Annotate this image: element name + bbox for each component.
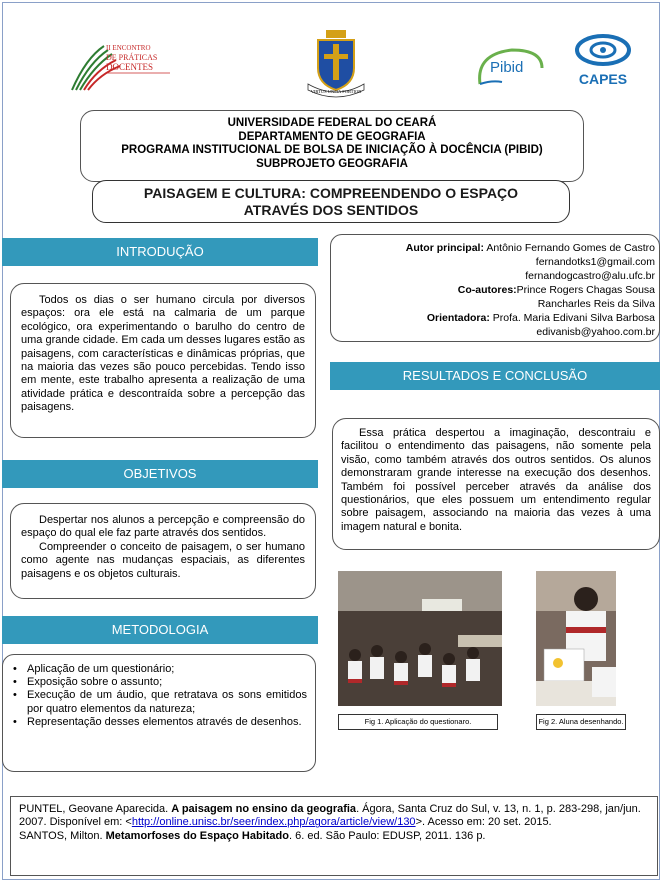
co-authors-label: Co-autores: xyxy=(457,284,517,296)
encontro-praticas-docentes-logo xyxy=(66,38,176,94)
figure-2-caption: Fig 2. Aluna desenhando. xyxy=(536,714,626,730)
capes-wordmark: CAPES xyxy=(578,71,628,87)
advisor-name: Profa. Maria Edivani Silva Barbosa xyxy=(492,312,655,324)
reference-1 xyxy=(19,803,649,830)
metodologia-heading: METODOLOGIA xyxy=(2,616,318,644)
reference-1-details: . Ágora, Santa Cruz do Sul, v. 13, n. 1, p. 283-298, jan/jun. 2007. Disponível em: < xyxy=(19,803,641,829)
main-author-line xyxy=(339,241,655,255)
pibid-wordmark: Pibid xyxy=(490,59,524,76)
co-author-1: Prince Rogers Chagas Sousa xyxy=(516,284,655,296)
introducao-heading: INTRODUÇÃO xyxy=(2,238,318,266)
co-author-2: Rancharles Reis da Silva xyxy=(537,298,655,310)
authors-box xyxy=(330,234,660,342)
university-name: UNIVERSIDADE FEDERAL DO CEARÁ xyxy=(227,117,437,129)
reference-2-title: Metamorfoses do Espaço Habitado xyxy=(105,829,289,842)
ufc-coat-of-arms-logo xyxy=(304,28,368,98)
main-author-name: Antônio Fernando Gomes de Castro xyxy=(486,242,655,254)
metodologia-item: • Exposição sobre o assunto; xyxy=(11,676,307,689)
reference-1-authors: PUNTEL, Geovane Aparecida. xyxy=(19,803,172,815)
metodologia-item: • Representação desses elementos através de desenhos. xyxy=(11,716,307,729)
main-author-email-2: fernandogcastro@alu.ufc.br xyxy=(525,270,655,282)
advisor-line xyxy=(339,311,655,325)
co-authors-line xyxy=(339,283,655,297)
reference-1-access: >. Acesso em: 20 set. 2015. xyxy=(415,816,552,829)
introducao-text: Todos os dias o ser humano circula por diversos espaços: ora ele está na calmaria de um parque ecológico, ora experimentando o barulho do centro de uma grande cidade. Em cada um desses lugares estão as paisagens, com características e dinâmicas próprias, que na maioria das vezes são pouco percebidas. Tendo isso em mente, este trabalho apresenta a realização de uma atividade prática e descontraída sobre a percepção das paisagens. xyxy=(21,294,305,414)
reference-2-details: . 6. ed. São Paulo: EDUSP, 2011. 136 p. xyxy=(288,829,486,842)
main-author-email-1: fernandotks1@gmail.com xyxy=(535,256,655,268)
encontro-line2: DE PRÁTICAS xyxy=(106,53,158,62)
introducao-box xyxy=(10,283,316,438)
resultados-text: Essa prática despertou a imaginação, descontraiu e facilitou o entendimento das paisagens, não somente pela visão, como também através dos outros sentidos. Os alunos demonstraram grande interesse na execução dos desenhos. Também foi possível perceber através da análise dos questionários, que eles possuem um entendimento regular sobre paisagem, associando na maioria das vezes à uma imagem natural e bonita. xyxy=(341,427,651,533)
main-author-label: Autor principal: xyxy=(405,242,484,254)
resultados-box xyxy=(332,418,660,550)
reference-1-link[interactable]: http://online.unisc.br/seer/index.php/agora/article/view/130 xyxy=(131,816,416,829)
objetivos-paragraph-1: Despertar nos alunos a percepção e compreensão do espaço do qual ele faz parte através dos sentidos. xyxy=(21,514,305,540)
encontro-line1: II ENCONTRO xyxy=(106,44,151,52)
ufc-motto: VIRTUS UNITA FORTIOR xyxy=(310,89,362,94)
objetivos-heading: OBJETIVOS xyxy=(2,460,318,488)
institution-box xyxy=(80,110,584,182)
pibid-logo xyxy=(472,44,548,88)
metodologia-list xyxy=(11,663,307,729)
reference-2-authors: SANTOS, Milton. xyxy=(19,829,106,842)
encontro-line3: DOCENTES xyxy=(106,62,153,72)
reference-2 xyxy=(19,830,649,843)
references-box xyxy=(10,796,658,876)
advisor-email: edivanisb@yahoo.com.br xyxy=(536,326,655,338)
capes-logo xyxy=(572,32,634,88)
subproject-name: SUBPROJETO GEOGRAFIA xyxy=(256,157,408,170)
reference-1-title: A paisagem no ensino da geografia xyxy=(171,803,357,815)
poster-title-line2: ATRAVÉS DOS SENTIDOS xyxy=(243,202,419,218)
metodologia-box xyxy=(2,654,316,772)
department-name: DEPARTAMENTO DE GEOGRAFIA xyxy=(238,130,426,143)
classroom-photo xyxy=(338,571,502,706)
objetivos-box xyxy=(10,503,316,599)
advisor-label: Orientadora: xyxy=(426,312,490,324)
objetivos-paragraph-2: Compreender o conceito de paisagem, o ser humano como agente nas mudanças espaciais, as diferentes paisagens e os objetos culturais. xyxy=(21,540,305,580)
student-drawing-photo xyxy=(536,571,616,706)
poster-title-box xyxy=(92,180,570,223)
program-name: PROGRAMA INSTITUCIONAL DE BOLSA DE INICIAÇÃO À DOCÊNCIA (PIBID) xyxy=(121,144,543,156)
figure-1-caption: Fig 1. Aplicação do questionaro. xyxy=(338,714,498,730)
poster-title-line1: PAISAGEM E CULTURA: COMPREENDENDO O ESPAÇO xyxy=(143,185,519,201)
metodologia-item: • Aplicação de um questionário; xyxy=(11,663,307,676)
resultados-heading: RESULTADOS E CONCLUSÃO xyxy=(330,362,660,390)
metodologia-item: • Execução de um áudio, que retratava os sons emitidos por quatro elementos da natureza; xyxy=(11,689,307,715)
